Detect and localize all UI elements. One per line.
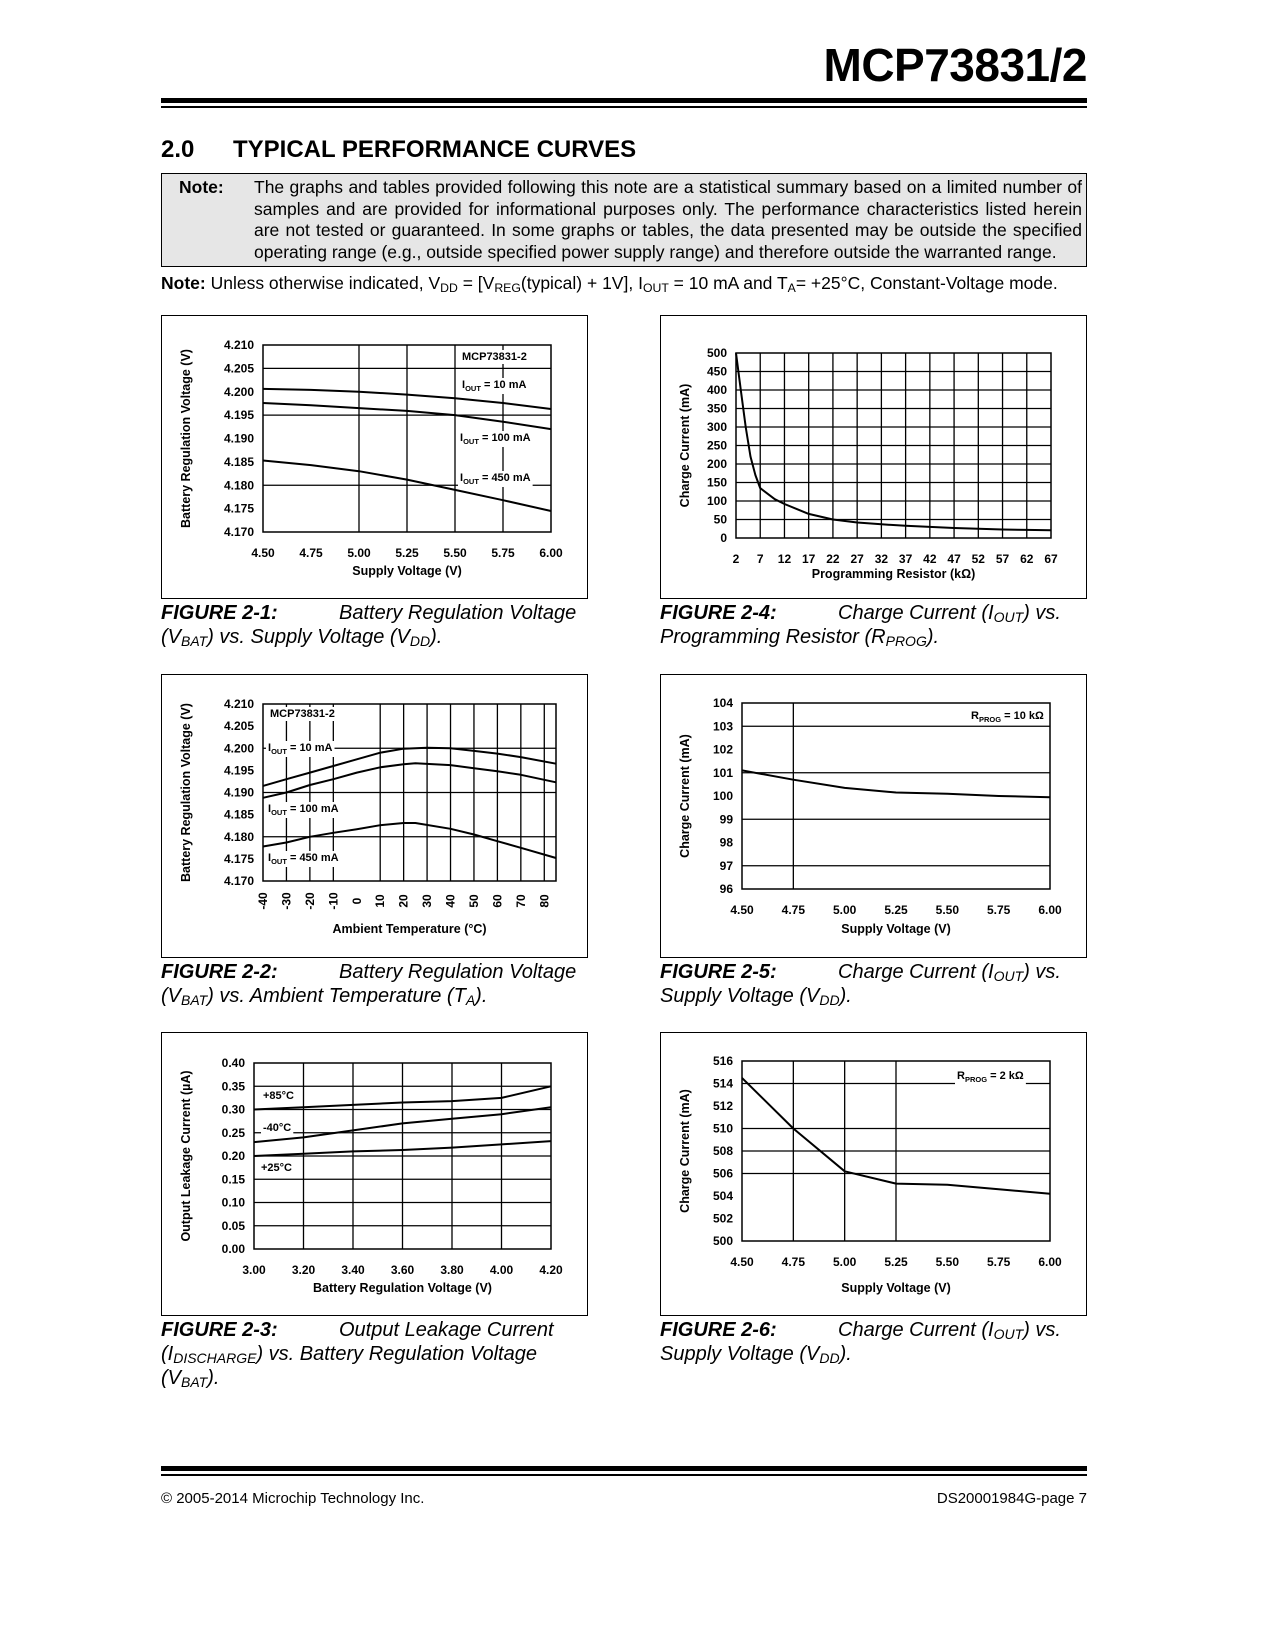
chart-figure-4 (660, 315, 1087, 599)
annotation-subscript: OUT (463, 477, 479, 486)
x-tick-label: 5.50 (935, 903, 960, 917)
x-tick-label: 67 (1044, 552, 1058, 566)
y-tick-label: 4.190 (223, 785, 254, 800)
figure-number: FIGURE 2-1: (161, 602, 278, 624)
y-tick-label: 4.200 (223, 741, 254, 756)
x-tick-label: 3.00 (242, 1263, 266, 1277)
chart-svg (162, 316, 589, 600)
x-tick-label: 20 (396, 894, 411, 908)
annotation-subscript: OUT (271, 857, 287, 866)
figure-number: FIGURE 2-5: (660, 961, 777, 983)
text-segment: Battery Regulation Voltage (V (161, 961, 577, 1007)
text-segment: A (465, 992, 476, 1008)
x-tick-label: 5.75 (491, 546, 515, 560)
x-tick-label: -20 (302, 892, 317, 910)
y-tick-label: 0.40 (221, 1056, 245, 1070)
chart-figure-5 (660, 674, 1087, 958)
section-heading (161, 136, 636, 164)
text-segment: DD (819, 992, 840, 1008)
text-segment: Unless otherwise indicated, V (205, 273, 441, 293)
x-tick-label: 4.75 (781, 1255, 806, 1269)
y-tick-label: 200 (706, 457, 727, 471)
annotation-main: I (268, 852, 272, 864)
text-segment: OUT (993, 968, 1024, 984)
chart-svg (661, 675, 1088, 959)
y-axis-title: Battery Regulation Voltage (V) (179, 703, 193, 882)
y-tick-label: 0.25 (221, 1125, 245, 1140)
figure-caption (660, 1318, 1090, 1366)
figure-number: FIGURE 2-3: (161, 1319, 278, 1341)
annotation-label: -40°C (263, 1122, 292, 1134)
y-axis-title: Output Leakage Current (µA) (179, 1070, 193, 1242)
y-tick-label: 500 (706, 346, 727, 360)
y-tick-label: 97 (719, 858, 733, 873)
y-tick-label: 4.180 (223, 829, 254, 844)
chart-svg (162, 675, 589, 959)
y-tick-label: 4.180 (223, 478, 254, 493)
text-segment: ). (839, 1343, 852, 1365)
x-tick-label: 0 (349, 897, 364, 905)
header-rule-thin (161, 106, 1087, 108)
chart-figure-3 (161, 1032, 588, 1316)
x-tick-label: 5.00 (832, 1255, 857, 1269)
x-tick-label: 12 (777, 552, 792, 566)
annotation-rest: = 2 kΩ (987, 1070, 1024, 1082)
y-tick-label: 99 (719, 812, 733, 827)
x-axis-title: Supply Voltage (V) (841, 922, 951, 936)
x-tick-label: 4.50 (730, 903, 754, 917)
y-tick-label: 4.195 (223, 763, 254, 778)
y-tick-label: 0.35 (221, 1079, 245, 1094)
text-segment: ). (475, 985, 488, 1007)
x-tick-label: 2 (732, 552, 740, 566)
x-axis-title: Supply Voltage (V) (352, 564, 462, 578)
x-tick-label: 3.40 (341, 1263, 365, 1277)
text-segment: PROG (885, 633, 927, 649)
series-line (736, 353, 1051, 530)
x-tick-label: 37 (898, 552, 913, 566)
y-tick-label: 4.190 (223, 431, 254, 446)
x-tick-label: 5.50 (443, 546, 467, 560)
conditions-note-text (206, 273, 1058, 293)
x-tick-label: 5.50 (935, 1255, 960, 1269)
y-tick-label: 350 (706, 401, 727, 416)
y-tick-label: 514 (712, 1076, 733, 1091)
y-tick-label: 4.210 (223, 697, 254, 711)
x-tick-label: 4.00 (489, 1263, 514, 1277)
y-tick-label: 50 (713, 512, 727, 527)
text-segment: = [V (457, 273, 495, 293)
x-tick-label: 47 (947, 552, 961, 566)
x-tick-label: 57 (995, 552, 1010, 566)
x-tick-label: 3.60 (390, 1263, 415, 1277)
text-segment: Battery Regulation Voltage (V (161, 602, 577, 648)
x-tick-label: 32 (874, 552, 889, 566)
y-tick-label: 4.185 (223, 807, 254, 822)
y-tick-label: 0.05 (221, 1218, 245, 1233)
x-tick-label: 50 (466, 894, 481, 908)
y-tick-label: 102 (712, 742, 733, 757)
text-segment: ) vs. Ambient Temperature (T (207, 985, 466, 1007)
text-segment: ) vs. Supply Voltage (V (660, 961, 1061, 1007)
text-segment: (typical) + 1V], I (520, 273, 643, 293)
annotation-label: +25°C (261, 1162, 293, 1174)
text-segment: BAT (181, 1374, 208, 1390)
y-tick-label: 400 (706, 383, 727, 397)
y-tick-label: 512 (712, 1099, 733, 1113)
y-tick-label: 4.170 (223, 525, 254, 539)
text-segment: ). (430, 626, 443, 648)
y-tick-label: 4.185 (223, 454, 254, 469)
x-tick-label: 5.75 (986, 1255, 1011, 1269)
footer-doc-number: DS20001984G-page 7 (936, 1490, 1087, 1507)
x-tick-label: 10 (373, 894, 388, 908)
y-tick-label: 4.170 (223, 874, 254, 888)
x-tick-label: 5.25 (884, 1255, 908, 1269)
x-tick-label: 6.00 (1038, 1255, 1062, 1269)
annotation-subscript: PROG (978, 715, 1002, 724)
x-tick-label: -40 (256, 892, 270, 910)
annotation-main: R (971, 710, 979, 722)
x-tick-label: 3.80 (440, 1263, 464, 1277)
y-tick-label: 150 (706, 475, 727, 490)
y-tick-label: 101 (712, 765, 733, 780)
chart-svg (162, 1033, 589, 1317)
x-tick-label: 60 (490, 894, 505, 908)
annotation-subscript: OUT (463, 437, 479, 446)
x-tick-label: 5.25 (884, 903, 908, 917)
y-tick-label: 0.10 (221, 1195, 245, 1210)
annotation-label: MCP73831-2 (270, 708, 335, 720)
figure-caption (161, 960, 591, 1008)
series-line (742, 770, 1050, 797)
section-number: 2.0 (161, 136, 195, 163)
x-tick-label: 3.20 (291, 1263, 316, 1277)
text-segment: ). (207, 1367, 220, 1389)
text-segment: DISCHARGE (173, 1350, 257, 1366)
chart-figure-6 (660, 1032, 1087, 1316)
annotation-rest: = 10 mA (480, 379, 527, 391)
y-tick-label: 4.175 (223, 851, 254, 866)
figure-caption (660, 960, 1090, 1008)
text-segment: ) vs. Supply Voltage (V (660, 1319, 1061, 1365)
x-tick-label: 6.00 (1038, 903, 1062, 917)
text-segment: Charge Current (I (838, 602, 994, 624)
y-tick-label: 516 (712, 1054, 733, 1068)
chart-svg (661, 1033, 1088, 1317)
text-segment: A (787, 281, 796, 295)
y-axis-title: Battery Regulation Voltage (V) (179, 349, 193, 528)
text-segment: Charge Current (I (838, 961, 994, 983)
y-tick-label: 508 (712, 1144, 733, 1158)
text-segment: ) vs. Battery Regulation Voltage (V (161, 1343, 537, 1389)
text-segment: DD (440, 281, 458, 295)
annotation-rest: = 100 mA (478, 432, 531, 444)
y-tick-label: 4.210 (223, 338, 254, 352)
annotation-rest: = 10 kΩ (1001, 710, 1044, 722)
y-tick-label: 96 (719, 882, 733, 896)
x-tick-label: 52 (971, 552, 985, 566)
annotation-subscript: OUT (465, 384, 481, 393)
text-segment: = +25°C, Constant-Voltage mode. (795, 273, 1058, 293)
y-tick-label: 104 (712, 696, 733, 710)
text-segment: ) vs. Supply Voltage (V (207, 626, 410, 648)
annotation-rest: = 100 mA (286, 803, 339, 815)
y-tick-label: 98 (719, 835, 733, 850)
annotation-rest: = 450 mA (286, 852, 339, 864)
text-segment: DD (819, 1350, 840, 1366)
x-tick-label: 4.20 (539, 1263, 563, 1277)
footer-rule-thin (161, 1474, 1087, 1476)
y-axis-title: Charge Current (mA) (678, 734, 692, 858)
y-tick-label: 0 (720, 531, 727, 545)
text-segment: = 10 mA and T (668, 273, 788, 293)
y-tick-label: 450 (706, 364, 727, 379)
note-text: The graphs and tables provided following this note are a statistical summary based on a limited number of samples and are provided for informational purposes only. The performance characteristics listed herein are not tested or guaranteed. In some graphs or tables, the data presented may be outside the specified operating range (e.g., outside specified power supply range) and therefore outside the warranted range. (254, 177, 1082, 262)
annotation-label: +85°C (263, 1090, 295, 1102)
text-segment: BAT (181, 992, 208, 1008)
x-tick-label: 27 (850, 552, 864, 566)
x-tick-label: 40 (443, 894, 458, 908)
header-rule (161, 98, 1087, 103)
text-segment: DD (409, 633, 431, 649)
figure-number: FIGURE 2-2: (161, 961, 278, 983)
footer-rule (161, 1466, 1087, 1471)
annotation-subscript: OUT (271, 747, 287, 756)
y-tick-label: 4.200 (223, 384, 254, 399)
text-segment: Charge Current (I (838, 1319, 994, 1341)
x-tick-label: 4.75 (781, 903, 806, 917)
annotation-rest: = 450 mA (478, 472, 531, 484)
y-axis-title: Charge Current (mA) (678, 383, 692, 508)
y-tick-label: 506 (712, 1166, 733, 1181)
x-axis-title: Ambient Temperature (°C) (332, 922, 487, 936)
x-axis-title: Supply Voltage (V) (841, 1281, 951, 1295)
chart-figure-2 (161, 674, 588, 958)
y-tick-label: 4.205 (223, 719, 254, 734)
note-box (161, 173, 1087, 267)
x-tick-label: 5.00 (347, 546, 371, 560)
y-tick-label: 510 (712, 1121, 733, 1136)
x-tick-label: 17 (802, 552, 816, 566)
y-axis-title: Charge Current (mA) (678, 1089, 692, 1213)
note-label: Note: (179, 177, 224, 197)
y-tick-label: 4.175 (223, 501, 254, 516)
chart-figure-1 (161, 315, 588, 599)
annotation-subscript: OUT (271, 808, 287, 817)
text-segment: OUT (993, 609, 1024, 625)
annotation-main: I (462, 379, 466, 391)
x-tick-label: 7 (756, 552, 764, 566)
figure-caption (161, 1318, 591, 1390)
x-tick-label: 70 (513, 894, 528, 908)
y-tick-label: 0.00 (221, 1242, 245, 1256)
figure-number: FIGURE 2-4: (660, 602, 777, 624)
annotation-label: MCP73831-2 (462, 351, 527, 363)
conditions-note (161, 273, 1058, 294)
chart-svg (661, 316, 1088, 600)
x-tick-label: -30 (279, 892, 294, 910)
text-segment: ) vs. Programming Resistor (R (660, 602, 1061, 648)
annotation-rest: = 10 mA (286, 742, 333, 754)
x-tick-label: 4.50 (251, 546, 275, 560)
annotation-main: I (268, 803, 272, 815)
text-segment: Output Leakage Current (I (161, 1319, 554, 1365)
x-tick-label: 5.25 (395, 546, 419, 560)
y-tick-label: 0.20 (221, 1149, 245, 1163)
x-tick-label: 6.00 (539, 546, 563, 560)
x-axis-title: Battery Regulation Voltage (V) (313, 1281, 492, 1295)
text-segment: ). (839, 985, 852, 1007)
text-segment: OUT (993, 1326, 1024, 1342)
document-title: MCP73831/2 (823, 39, 1087, 91)
x-tick-label: 22 (826, 552, 840, 566)
y-tick-label: 4.195 (223, 408, 254, 423)
y-tick-label: 504 (712, 1189, 733, 1203)
figure-caption (161, 601, 591, 649)
x-tick-label: 4.75 (299, 546, 323, 560)
text-segment: REG (494, 281, 521, 295)
annotation-main: I (268, 742, 272, 754)
text-segment: BAT (181, 633, 208, 649)
text-segment: ). (926, 626, 940, 648)
y-tick-label: 0.30 (221, 1102, 245, 1117)
y-tick-label: 502 (712, 1211, 733, 1226)
annotation-main: I (460, 432, 464, 444)
x-tick-label: 62 (1020, 552, 1034, 566)
section-title: TYPICAL PERFORMANCE CURVES (233, 136, 637, 163)
y-tick-label: 250 (706, 438, 727, 453)
y-tick-label: 100 (712, 789, 733, 803)
x-tick-label: -10 (326, 892, 341, 910)
x-tick-label: 80 (537, 894, 552, 908)
y-tick-label: 500 (712, 1234, 733, 1248)
x-axis-title: Programming Resistor (kΩ) (811, 567, 976, 581)
x-tick-label: 4.50 (730, 1255, 754, 1269)
figure-caption (660, 601, 1090, 649)
y-tick-label: 4.205 (223, 361, 254, 376)
figure-number: FIGURE 2-6: (660, 1319, 777, 1341)
x-tick-label: 5.00 (832, 903, 857, 917)
annotation-main: I (460, 472, 464, 484)
x-tick-label: 30 (420, 894, 435, 908)
annotation-main: R (957, 1070, 965, 1082)
y-tick-label: 103 (712, 719, 733, 734)
y-tick-label: 300 (706, 420, 727, 434)
annotation-subscript: PROG (964, 1075, 988, 1084)
text-segment: OUT (642, 281, 669, 295)
footer-copyright: © 2005-2014 Microchip Technology Inc. (161, 1490, 425, 1507)
x-tick-label: 5.75 (986, 903, 1011, 917)
x-tick-label: 42 (923, 552, 937, 566)
conditions-note-label: Note: (161, 273, 206, 293)
y-tick-label: 0.15 (221, 1172, 245, 1187)
y-tick-label: 100 (706, 494, 727, 508)
